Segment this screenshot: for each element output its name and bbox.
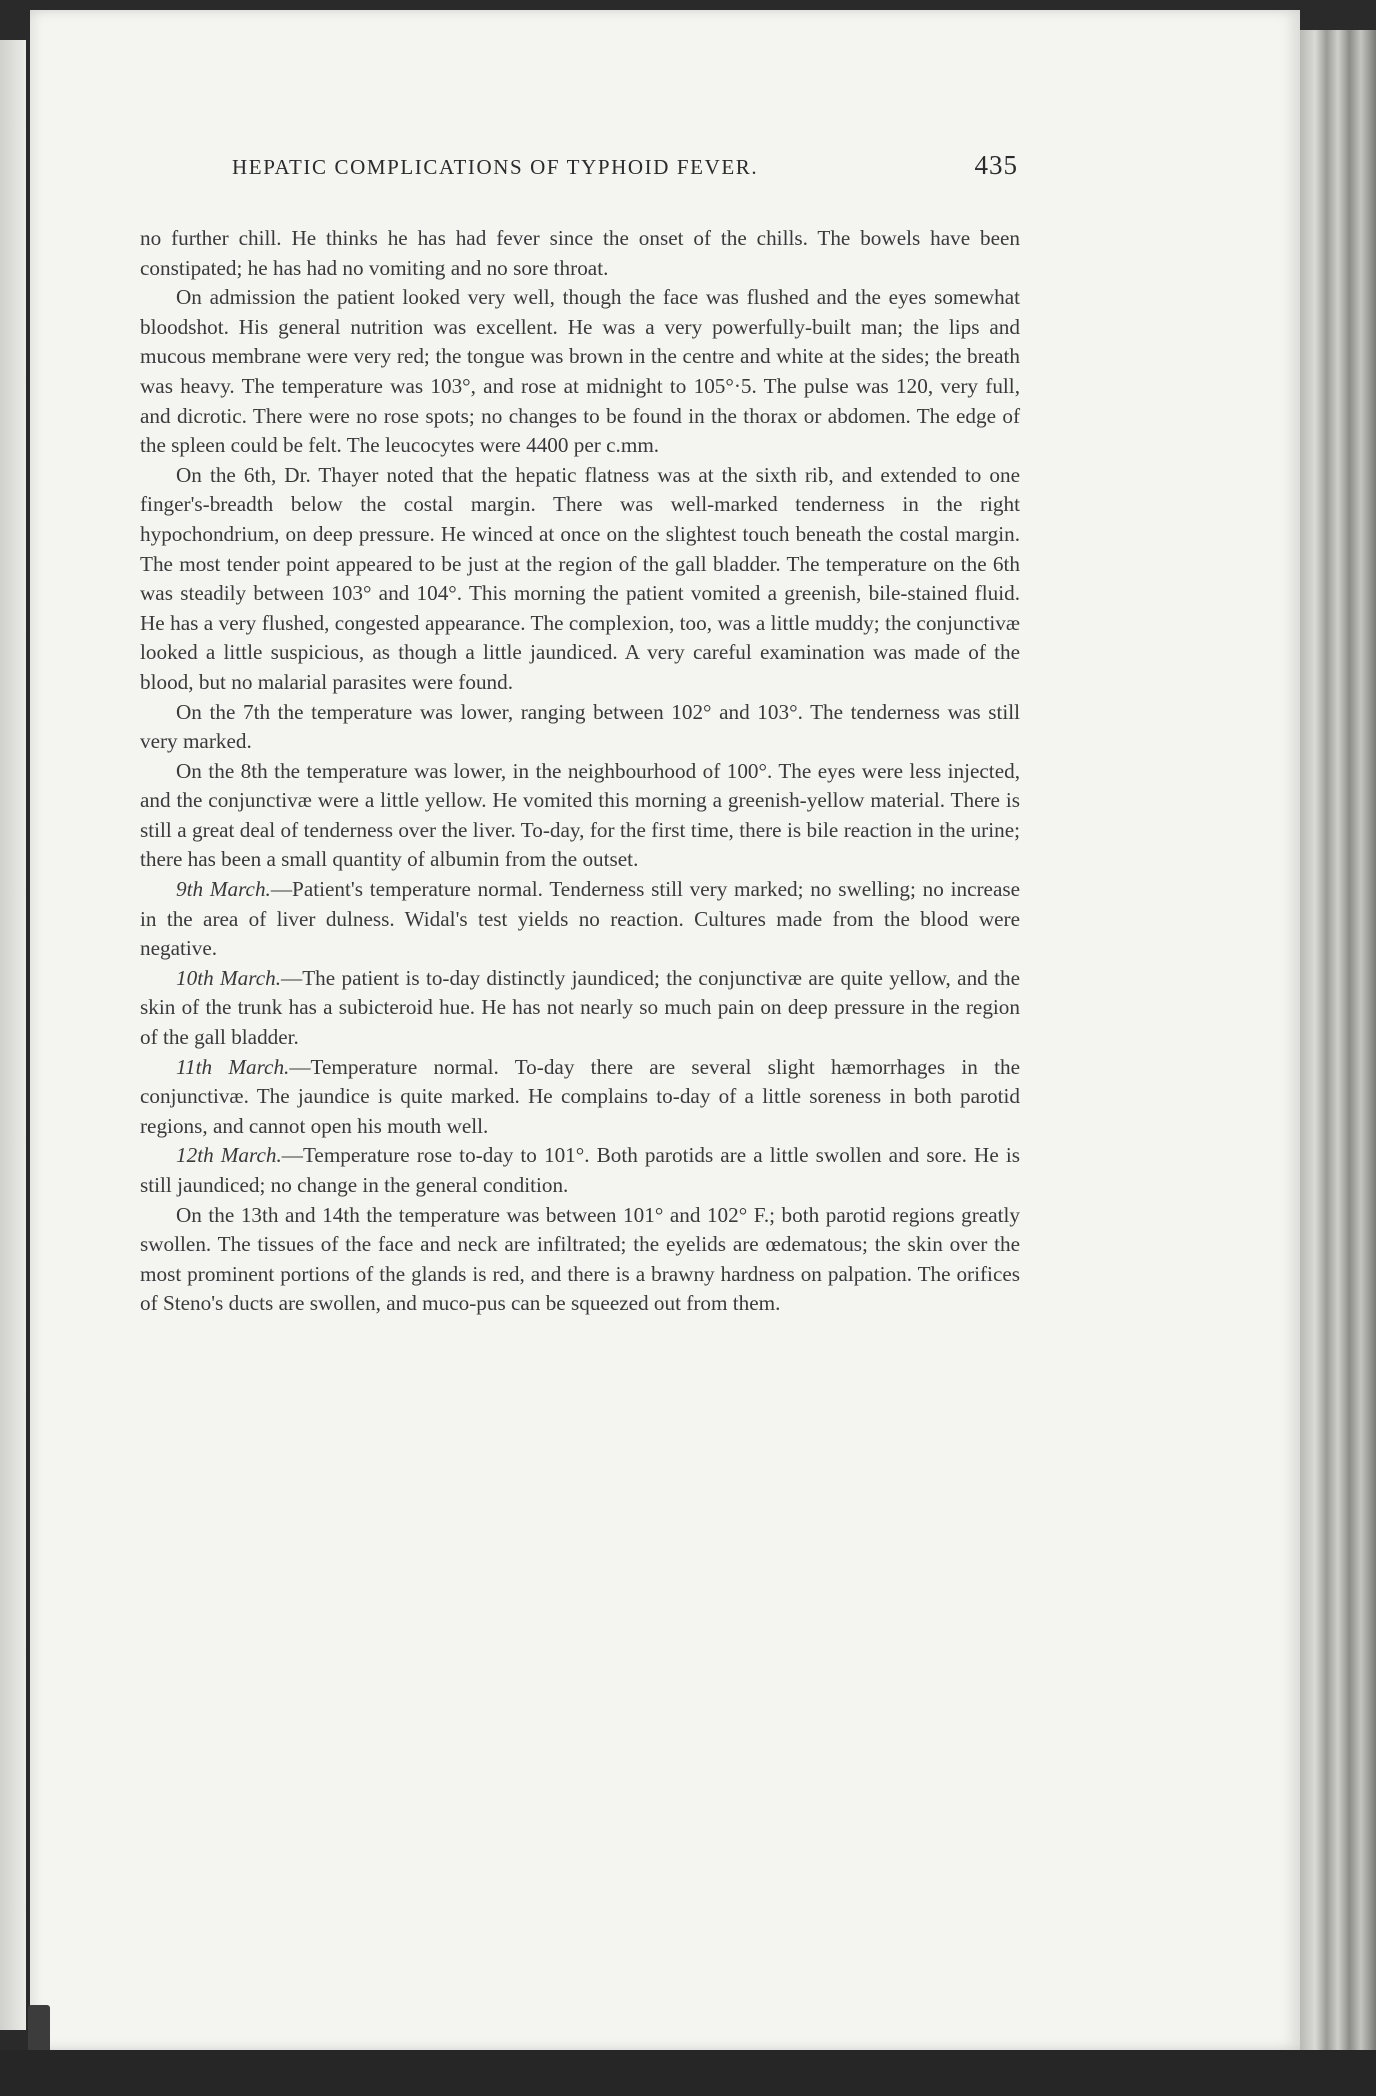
body-text bbox=[140, 224, 1020, 1319]
entry-date: 10th March. bbox=[176, 965, 282, 990]
entry-text: —The patient is to-day distinctly jaundiced; the conjunctivæ are quite yellow, and the skin of the trunk has a subicteroid hue. He has not nearly so much pain on deep pressure in the region of the gall bladder. bbox=[140, 965, 1020, 1050]
paragraph bbox=[140, 283, 1020, 461]
dated-entry bbox=[140, 1141, 1020, 1200]
page-number: 435 bbox=[974, 150, 1018, 180]
entry-date: 12th March. bbox=[176, 1143, 282, 1168]
entry-text: —Temperature normal. To-day there are several slight hæmorrhages in the conjunctivæ. The jaundice is quite marked. He complains to-day of a little soreness in both parotid regions, and cannot open his mouth well. bbox=[140, 1054, 1021, 1138]
left-page-edge bbox=[0, 40, 26, 2030]
entry-date: 9th March. bbox=[176, 877, 271, 902]
paragraph-text: no further chill. He thinks he has had fever since the onset of the chills. The bowels have been constipated; he has had no vomiting and no sore throat. bbox=[140, 226, 1020, 280]
dated-entry bbox=[140, 875, 1020, 964]
paragraph-text: On the 13th and 14th the temperature was between 101° and 102° F.; both parotid regions greatly swollen. The tissues of the face and neck are infiltrated; the eyelids are œdematous; the skin over the most prominent portions of the glands is red, and there is a brawny hardness on palpation. The orifices of Steno's ducts are swollen, and muco-pus can be squeezed out from them. bbox=[140, 1202, 1020, 1316]
entry-text: —Temperature rose to-day to 101°. Both parotids are a little swollen and sore. He is still jaundiced; no change in the general condition. bbox=[140, 1143, 1020, 1197]
binding-mark bbox=[28, 2005, 50, 2055]
scan-background bbox=[0, 2050, 1376, 2096]
page-stack-edge bbox=[1300, 30, 1376, 2050]
dated-entry bbox=[140, 1053, 1020, 1142]
paragraph bbox=[140, 698, 1020, 757]
paragraph-text: On the 7th the temperature was lower, ranging between 102° and 103°. The tenderness was still very marked. bbox=[140, 699, 1020, 754]
paragraph bbox=[140, 1201, 1020, 1319]
entry-text: —Patient's temperature normal. Tenderness still very marked; no swelling; no increase in the area of liver dulness. Widal's test yields no reaction. Cultures made from the blood were negative. bbox=[140, 877, 1020, 961]
running-header bbox=[138, 150, 1018, 181]
paragraph bbox=[140, 757, 1020, 875]
paragraph-text: On the 6th, Dr. Thayer noted that the hepatic flatness was at the sixth rib, and extended to one finger's-breadth below the costal margin. There was well-marked tenderness in the right hypochondrium, on deep pressure. He winced at once on the slightest touch beneath the costal margin. The most tender point appeared to be just at the region of the gall bladder. The temperature on the 6th was steadily between 103° and 104°. This morning the patient vomited a greenish, bile-stained fluid. He has a very flushed, congested appearance. The complexion, too, was a little muddy; the conjunctivæ looked a little suspicious, as though a little jaundiced. A very careful examination was made of the blood, but no malarial parasites were found. bbox=[140, 462, 1020, 694]
running-title: HEPATIC COMPLICATIONS OF TYPHOID FEVER. bbox=[232, 155, 759, 179]
dated-entry bbox=[140, 964, 1020, 1053]
paragraph-text: On the 8th the temperature was lower, in the neighbourhood of 100°. The eyes were less injected, and the conjunctivæ were a little yellow. He vomited this morning a greenish-yellow material. There is still a great deal of tenderness over the liver. To-day, for the first time, there is bile reaction in the urine; there has been a small quantity of albumin from the outset. bbox=[140, 758, 1020, 872]
paragraph-text: On admission the patient looked very well, though the face was flushed and the eyes somewhat bloodshot. His general nutrition was excellent. He was a very powerfully-built man; the lips and mucous membrane were very red; the tongue was brown in the centre and white at the sides; the breath was heavy. The temperature was 103°, and rose at midnight to 105°·5. The pulse was 120, very full, and dicrotic. There were no rose spots; no changes to be found in the thorax or abdomen. The edge of the spleen could be felt. The leucocytes were 4400 per c.mm. bbox=[140, 285, 1020, 458]
entry-date: 11th March. bbox=[176, 1054, 290, 1079]
paragraph bbox=[140, 224, 1020, 283]
paragraph bbox=[140, 461, 1020, 698]
